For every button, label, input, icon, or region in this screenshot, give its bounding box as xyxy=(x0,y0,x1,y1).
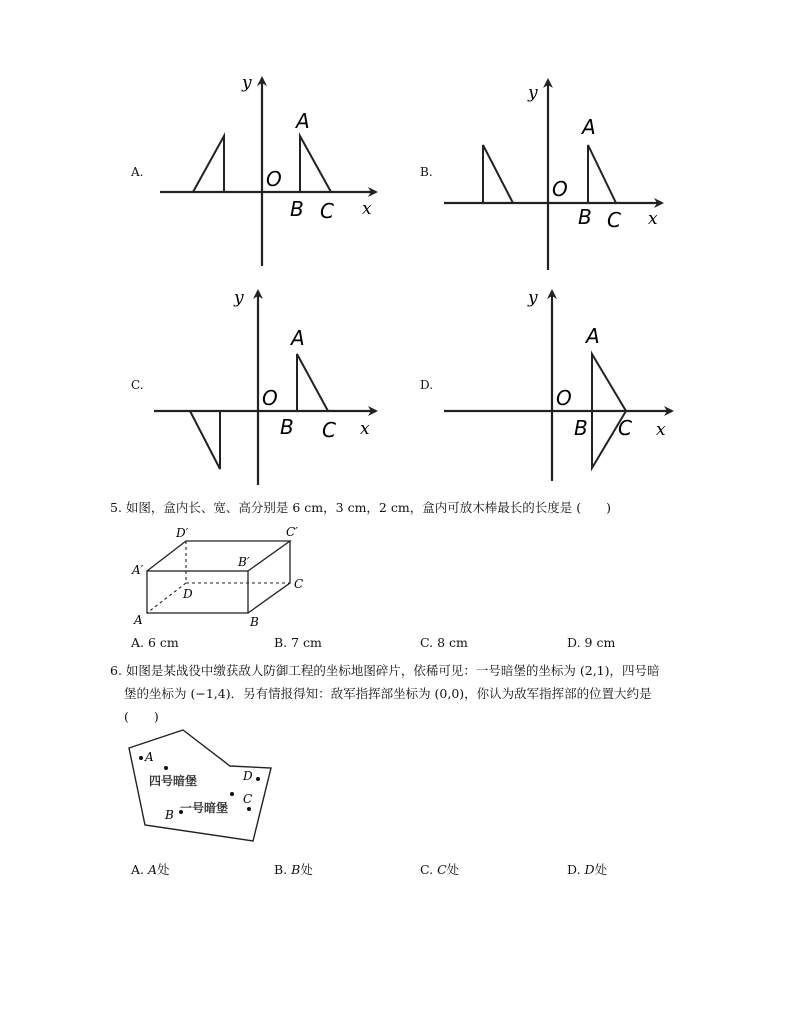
q6-option-a-prefix: A. xyxy=(131,862,145,877)
q6-option-d[interactable] xyxy=(567,860,607,878)
q6-option-b[interactable] xyxy=(274,860,313,878)
map-label-c: C xyxy=(243,792,253,806)
point-a-label: A xyxy=(291,326,305,350)
option-c-graph xyxy=(150,283,390,488)
point-a-label: A xyxy=(586,324,600,348)
q6-option-c-prefix: C. xyxy=(420,862,434,877)
point-c-label: C xyxy=(607,208,621,232)
top-face xyxy=(147,541,290,571)
map-label-b: B xyxy=(165,808,174,822)
point-b-label: B xyxy=(290,197,304,221)
option-d-figure xyxy=(440,283,680,488)
map-label-d: D xyxy=(243,769,253,783)
option-c-label: C. xyxy=(131,378,144,392)
label-cp: C′ xyxy=(286,525,298,539)
y-label: y xyxy=(528,288,538,308)
front-face xyxy=(147,571,248,613)
q6-map-figure xyxy=(125,728,277,854)
option-a-label: A. xyxy=(131,165,144,179)
map-fragment xyxy=(125,728,277,854)
label-c: C xyxy=(294,577,304,591)
q5-option-a[interactable]: A. 6 cm xyxy=(131,635,179,650)
q6-text-line2: 堡的坐标为 (−1,4)．另有情报得知：敌军指挥部坐标为 (0,0)，你认为敌军指挥部的位置大约是 xyxy=(124,686,652,701)
triangle-abc xyxy=(300,136,331,192)
bunker4-label: 四号暗堡 xyxy=(149,774,198,788)
label-ap: A′ xyxy=(132,563,144,577)
origin-label: O xyxy=(552,177,568,201)
bunker1-label: 一号暗堡 xyxy=(180,801,229,815)
triangle-reflected xyxy=(190,411,220,469)
label-d: D xyxy=(183,587,193,601)
option-c-figure xyxy=(150,283,390,488)
q6-option-c[interactable] xyxy=(420,860,459,878)
q6-option-b-suffix: 处 xyxy=(300,862,313,877)
point-a-dot xyxy=(139,756,143,760)
hidden-edge-diagonal xyxy=(147,583,186,613)
triangle-left xyxy=(193,136,224,192)
q6-option-b-prefix: B. xyxy=(274,862,288,877)
option-d-label: D. xyxy=(420,378,434,392)
q6-option-a[interactable] xyxy=(131,860,170,878)
q6-option-d-suffix: 处 xyxy=(594,862,608,877)
point-a-label: A xyxy=(296,109,310,133)
q5-option-d[interactable]: D. 9 cm xyxy=(567,635,616,650)
label-dp: D′ xyxy=(176,526,189,540)
point-d-dot xyxy=(256,777,260,781)
point-c-dot xyxy=(247,807,251,811)
map-label-a: A xyxy=(145,750,154,764)
q6-option-a-point: A xyxy=(148,862,158,877)
point-c-label: C xyxy=(322,418,336,442)
q6-option-d-point: D xyxy=(584,862,595,877)
triangle-left xyxy=(483,145,513,203)
option-a-figure xyxy=(150,70,390,270)
q5-option-b[interactable]: B. 7 cm xyxy=(274,635,322,650)
q5-option-c[interactable]: C. 8 cm xyxy=(420,635,468,650)
q6-text-line3: ( ) xyxy=(124,709,159,724)
y-label: y xyxy=(528,83,538,103)
bunker1-dot xyxy=(230,792,234,796)
origin-label: O xyxy=(266,167,282,191)
q6-option-b-point: B xyxy=(291,862,301,877)
x-label: x xyxy=(360,419,370,439)
q6-option-c-point: C xyxy=(437,862,447,877)
q5-text: 5. 如图，盒内长、宽、高分别是 6 cm，3 cm，2 cm，盒内可放木棒最长的长度是 ( ) xyxy=(110,500,611,515)
origin-label: O xyxy=(262,386,278,410)
point-c-label: C xyxy=(618,416,632,440)
point-b-label: B xyxy=(280,415,294,439)
y-label: y xyxy=(234,288,244,308)
cuboid-diagram xyxy=(128,522,318,630)
x-label: x xyxy=(362,199,372,219)
triangle-abc xyxy=(297,354,328,411)
option-a-graph xyxy=(150,70,390,270)
right-face xyxy=(248,541,290,613)
option-d-graph xyxy=(440,283,680,488)
triangle-abc xyxy=(588,145,616,203)
q6-option-a-suffix: 处 xyxy=(157,862,170,877)
q5-box-figure xyxy=(128,522,318,630)
q6-option-c-suffix: 处 xyxy=(446,862,460,877)
option-b-label: B. xyxy=(420,165,433,179)
point-b-label: B xyxy=(578,205,592,229)
point-a-label: A xyxy=(582,115,596,139)
label-bp: B′ xyxy=(238,555,250,569)
q6-option-d-prefix: D. xyxy=(567,862,581,877)
y-label: y xyxy=(242,73,252,93)
x-label: x xyxy=(648,209,658,229)
option-b-graph xyxy=(440,70,680,275)
point-c-label: C xyxy=(320,199,334,223)
point-b-label: B xyxy=(574,416,588,440)
label-a: A xyxy=(134,613,143,627)
label-b: B xyxy=(250,615,259,629)
origin-label: O xyxy=(556,386,572,410)
q6-text-line1: 6. 如图是某战役中缴获敌人防御工程的坐标地图碎片，依稀可见：一号暗堡的坐标为 (2,1)，四号暗 xyxy=(110,663,660,678)
option-b-figure xyxy=(440,70,680,275)
bunker4-dot xyxy=(164,766,168,770)
x-label: x xyxy=(656,420,666,440)
